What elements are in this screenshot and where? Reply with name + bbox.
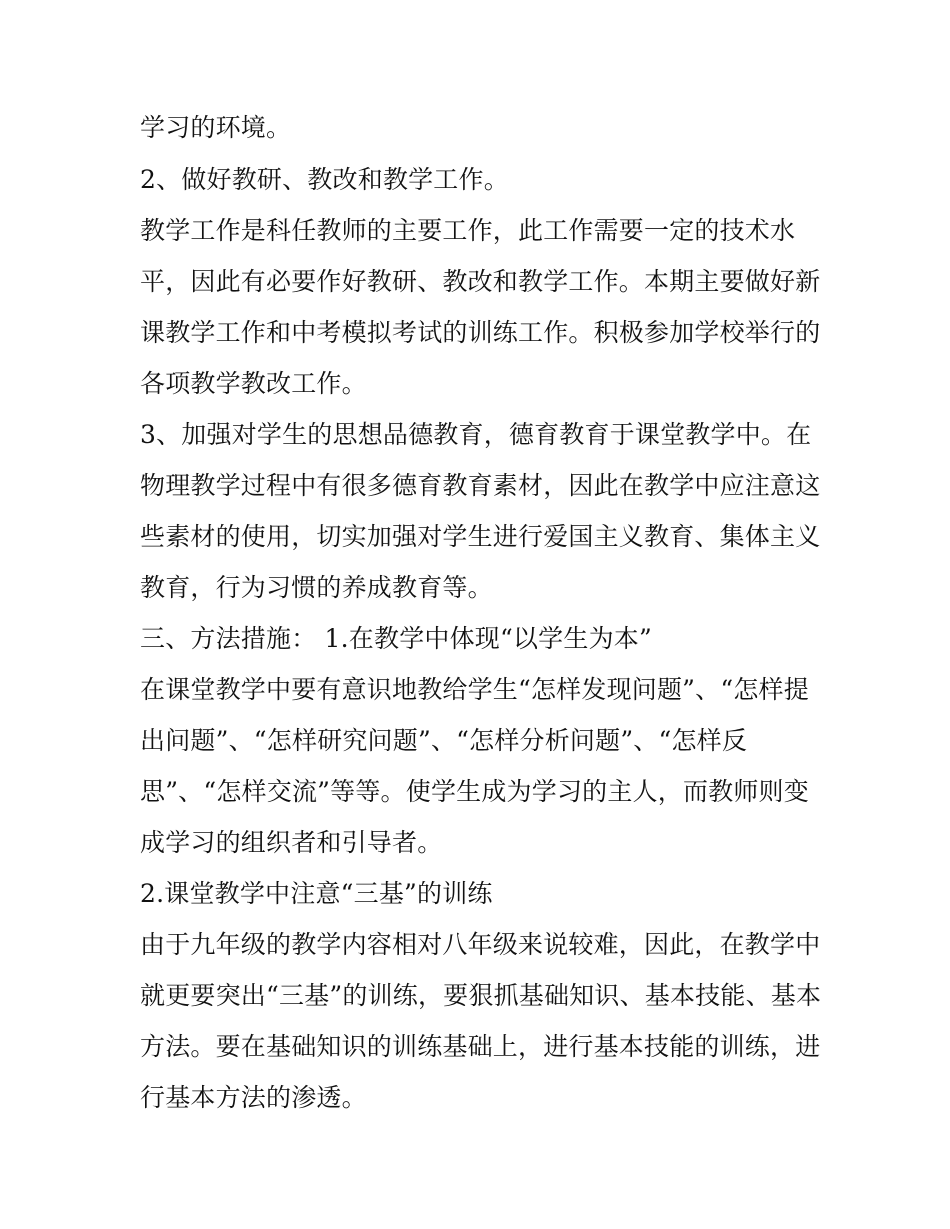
- text-line: 各项教学教改工作。: [140, 369, 367, 398]
- section-heading: 3、加强对学生的思想品德教育，德育教育于课堂教学中。在: [140, 420, 812, 449]
- text-line: 平，因此有必要作好教研、教改和教学工作。本期主要做好新: [140, 267, 821, 296]
- section-heading: 三、方法措施： 1.在教学中体现“以学生为本”: [140, 624, 652, 653]
- text-line: 在课堂教学中要有意识地教给学生“怎样发现问题”、“怎样提: [140, 675, 809, 704]
- text-line: 思”、“怎样交流”等等。使学生成为学习的主人，而教师则变: [140, 777, 809, 806]
- text-line: 些素材的使用，切实加强对学生进行爱国主义教育、集体主义: [140, 522, 821, 551]
- text-line: 方法。要在基础知识的训练基础上，进行基本技能的训练，进: [140, 1032, 821, 1061]
- text-line: 由于九年级的教学内容相对八年级来说较难，因此，在教学中: [140, 930, 821, 959]
- section-heading: 2、做好教研、教改和教学工作。: [140, 165, 509, 194]
- text-line: 行基本方法的渗透。: [140, 1083, 367, 1112]
- text-line: 物理教学过程中有很多德育教育素材，因此在教学中应注意这: [140, 471, 821, 500]
- text-line: 出问题”、“怎样研究问题”、“怎样分析问题”、“怎样反: [140, 726, 748, 755]
- text-line: 课教学工作和中考模拟考试的训练工作。积极参加学校举行的: [140, 318, 821, 347]
- text-line: 成学习的组织者和引导者。: [140, 828, 443, 857]
- text-line: 就更要突出“三基”的训练，要狠抓基础知识、基本技能、基本: [140, 981, 822, 1010]
- text-line: 学习的环境。: [140, 113, 292, 142]
- text-line: 教学工作是科任教师的主要工作，此工作需要一定的技术水: [140, 216, 796, 245]
- section-heading: 2.课堂教学中注意“三基”的训练: [140, 879, 493, 908]
- text-line: 教育，行为习惯的养成教育等。: [140, 573, 493, 602]
